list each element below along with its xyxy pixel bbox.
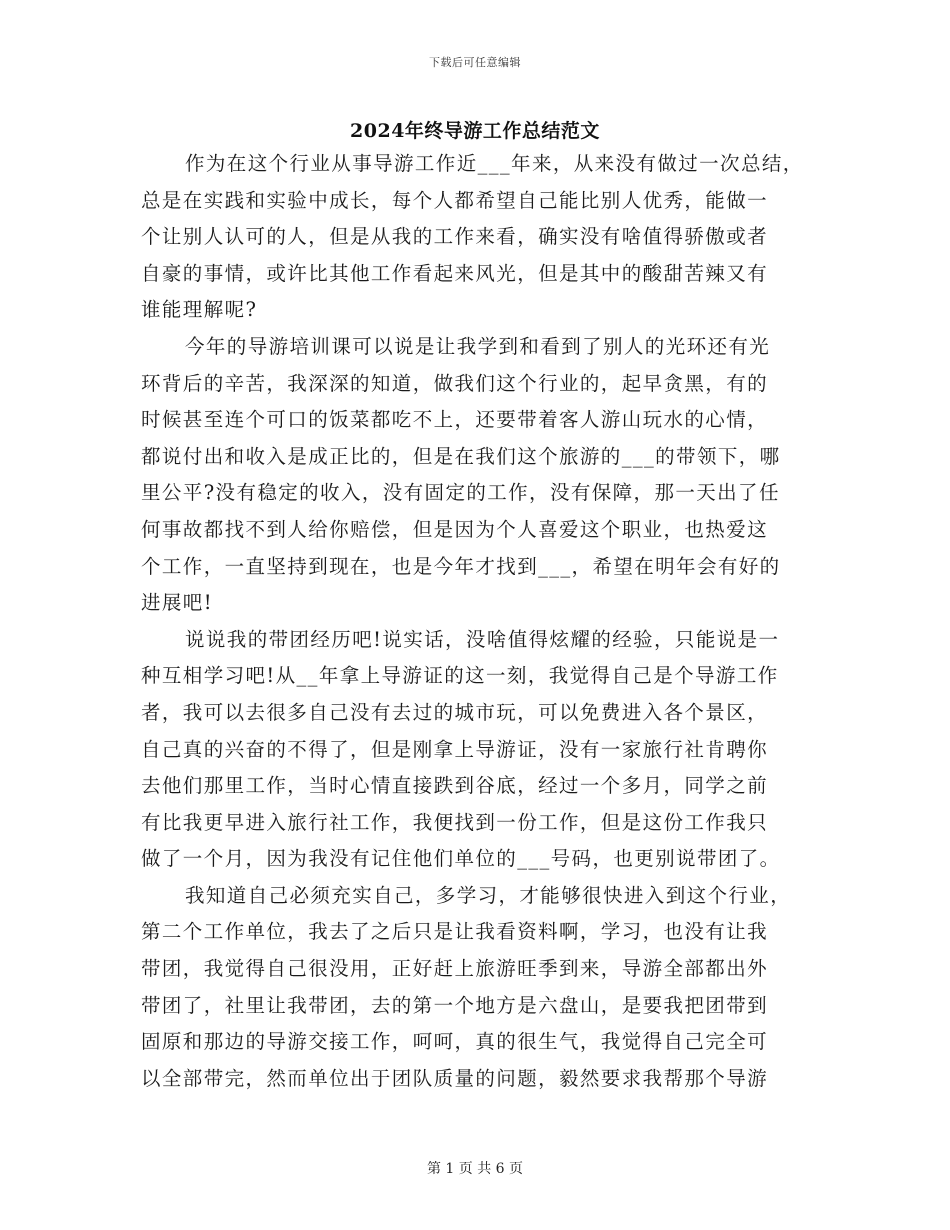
body-text-line: 总是在实践和实验中成长，每个人都希望自己能比别人优秀，能做一 [141, 188, 769, 212]
body-text-line: 做了一个月，因为我没有记住他们单位的___号码，也更别说带团了。 [141, 847, 781, 871]
body-text-line: 自豪的事情，或许比其他工作看起来风光，但是其中的酸甜苦辣又有 [141, 261, 769, 285]
body-text-line: 谁能理解呢? [141, 298, 258, 322]
body-text-line: 作为在这个行业从事导游工作近___年来，从来没有做过一次总结， [185, 152, 804, 175]
body-text-line: 都说付出和收入是成正比的，但是在我们这个旅游的___的带领下，哪 [141, 444, 781, 468]
body-text-line: 种互相学习吧!从__年拿上导游证的这一刻，我觉得自己是个导游工作 [141, 664, 779, 688]
body-text-line: 环背后的辛苦，我深深的知道，做我们这个行业的，起早贪黑，有的 [141, 371, 769, 395]
body-text-line: 自己真的兴奋的不得了，但是刚拿上导游证，没有一家旅行社肯聘你 [141, 737, 769, 761]
body-text-line: 个让别人认可的人，但是从我的工作来看，确实没有啥值得骄傲或者 [141, 225, 769, 249]
body-text-line: 带团了，社里让我带团，去的第一个地方是六盘山，是要我把团带到 [141, 993, 769, 1017]
body-text-line: 以全部带完，然而单位出于团队质量的问题，毅然要求我帮那个导游 [141, 1066, 769, 1090]
body-text-line: 里公平?没有稳定的收入，没有固定的工作，没有保障，那一天出了任 [141, 481, 780, 505]
body-text-line: 有比我更早进入旅行社工作，我便找到一份工作，但是这份工作我只 [141, 810, 769, 834]
body-text-line: 固原和那边的导游交接工作，呵呵，真的很生气，我觉得自己完全可 [141, 1030, 769, 1054]
page-header-note: 下载后可任意编辑 [429, 56, 521, 69]
body-text-line: 我知道自己必须充实自己，多学习，才能够很快进入到这个行业， [185, 883, 792, 907]
body-text-line: 时候甚至连个可口的饭菜都吃不上，还要带着客人游山玩水的心情， [141, 408, 769, 432]
body-text-line: 说说我的带团经历吧!说实话，没啥值得炫耀的经验，只能说是一 [185, 627, 780, 651]
body-text-line: 个工作，一直坚持到现在，也是今年才找到___，希望在明年会有好的 [141, 554, 781, 578]
body-text-line: 进展吧! [141, 591, 213, 615]
body-text-line: 今年的导游培训课可以说是让我学到和看到了别人的光环还有光 [185, 334, 771, 358]
body-text-line: 去他们那里工作，当时心情直接跌到谷底，经过一个多月，同学之前 [141, 774, 769, 798]
document-title: 2024年终导游工作总结范文 [350, 120, 600, 142]
document-body [141, 146, 811, 1097]
body-text-line: 带团，我觉得自己很没用，正好赶上旅游旺季到来，导游全部都出外 [141, 957, 769, 981]
body-text-line: 何事故都找不到人给你赔偿，但是因为个人喜爱这个职业，也热爱这 [141, 517, 769, 541]
body-text-line: 第二个工作单位，我去了之后只是让我看资料啊，学习，也没有让我 [141, 920, 769, 944]
page-number-footer: 第 1 页 共 6 页 [426, 1161, 524, 1177]
body-text-line: 者，我可以去很多自己没有去过的城市玩，可以免费进入各个景区， [141, 700, 769, 724]
